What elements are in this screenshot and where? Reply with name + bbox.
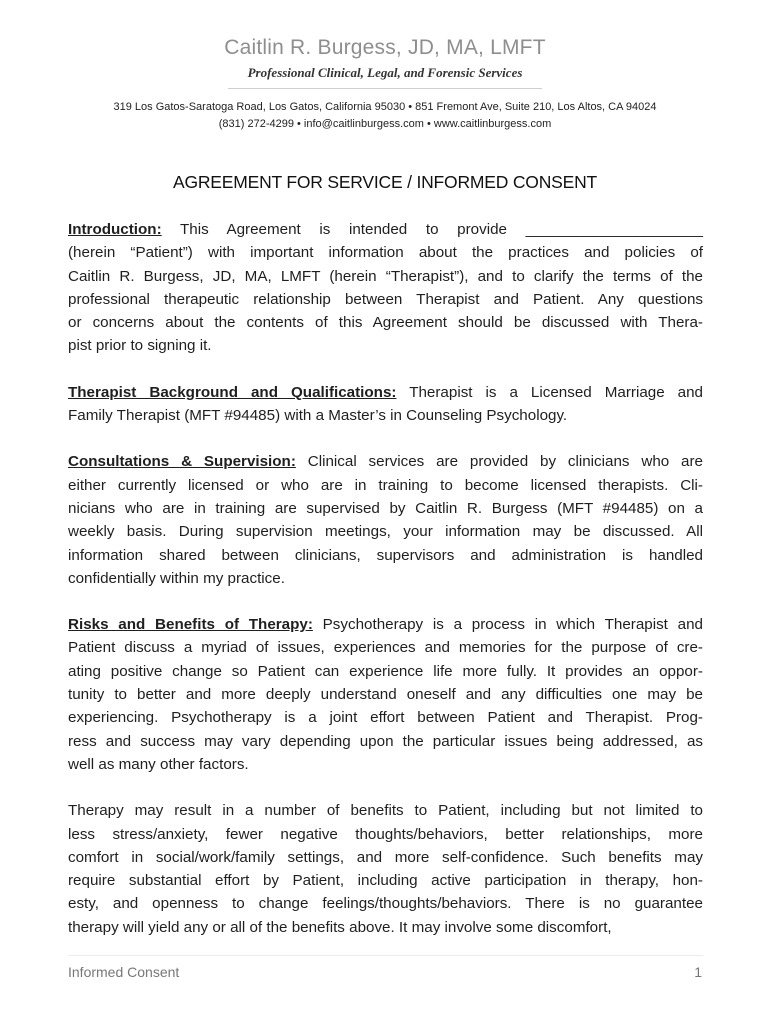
line-text: Therapist is a Licensed Marriage and [396, 383, 704, 401]
paragraph [68, 799, 703, 939]
line-text: Patient discuss a myriad of issues, experiences and memories for the purpose of cre- [68, 639, 703, 657]
paragraph-line [68, 381, 703, 404]
paragraph-line [68, 334, 703, 357]
paragraph-line [68, 450, 703, 473]
paragraph-line [68, 497, 703, 520]
paragraph-line [68, 869, 703, 892]
line-text: tunity to better and more deeply understand oneself and any difficulties one may be [68, 686, 703, 704]
line-text: (herein “Patient”) with important information about the practices and policies of [68, 244, 703, 262]
line-text: professional therapeutic relationship between Therapist and Patient. Any questions [68, 290, 703, 308]
paragraph [68, 381, 703, 428]
document-title: AGREEMENT FOR SERVICE / INFORMED CONSENT [172, 172, 598, 192]
line-text: Clinical services are provided by clinicians who are [295, 453, 704, 471]
section-heading: Introduction: [68, 221, 162, 238]
line-text: Therapy may result in a number of benefits to Patient, including but not limited to [68, 802, 703, 820]
line-text: information shared between clinicians, supervisors and administration is handled [68, 546, 703, 564]
paragraph-line [68, 636, 703, 659]
line-text: Caitlin R. Burgess, JD, MA, LMFT (herein “Therapist”), and to clarify the terms of the [68, 267, 703, 285]
paragraph-line [68, 520, 703, 543]
letterhead-tagline: Professional Clinical, Legal, and Forensic Services [247, 65, 523, 80]
line-text: nicians who are in training are supervised by Caitlin R. Burgess (MFT #94485) on a [68, 499, 703, 517]
paragraph [68, 613, 703, 776]
line-text: experiencing. Psychotherapy is a joint effort between Patient and Therapist. Prog- [68, 709, 703, 727]
line-text: pist prior to signing it. [68, 337, 212, 355]
contact-line: (831) 272-4299 • info@caitlinburgess.com • www.caitlinburgess.com [218, 118, 552, 130]
footer-divider [68, 955, 703, 956]
paragraph-line [68, 730, 703, 753]
paragraph-line [68, 892, 703, 915]
section-heading: Consultations & Supervision: [68, 453, 296, 471]
paragraph-line [68, 311, 703, 334]
footer-label: Informed Consent [68, 964, 180, 980]
line-text: This Agreement is intended to provide _____________________ [161, 221, 703, 238]
paragraph-line [68, 846, 703, 869]
paragraph-line [68, 613, 703, 636]
line-text: ress and success may vary depending upon the particular issues being addressed, as [68, 732, 703, 750]
document-body [68, 218, 703, 962]
paragraph-line [68, 241, 703, 264]
letterhead-divider [228, 88, 542, 89]
paragraph-line [68, 706, 703, 729]
line-text: either currently licensed or who are in training to become licensed therapists. Cli- [68, 476, 703, 494]
paragraph-line [68, 474, 703, 497]
line-text: well as many other factors. [68, 755, 249, 773]
line-text: comfort in social/work/family settings, and more self-confidence. Such benefits may [68, 848, 703, 866]
paragraph-line [68, 753, 703, 776]
paragraph-line [68, 567, 703, 590]
section-heading: Therapist Background and Qualifications: [68, 383, 397, 401]
paragraph-line [68, 916, 703, 939]
paragraph-line [68, 404, 703, 427]
paragraph-line [68, 683, 703, 706]
paragraph-line [68, 544, 703, 567]
line-text: ating positive change so Patient can experience life more fully. It provides an oppor- [68, 662, 703, 680]
paragraph-line [68, 660, 703, 683]
line-text: therapy will yield any or all of the benefits above. It may involve some discomfort, [68, 918, 612, 936]
line-text: Family Therapist (MFT #94485) with a Master’s in Counseling Psychology. [68, 407, 568, 425]
line-text: Psychotherapy is a process in which Therapist and [312, 616, 703, 634]
paragraph-line [68, 265, 703, 288]
paragraph-line [68, 288, 703, 311]
line-text: require substantial effort by Patient, including active participation in therapy, hon- [68, 872, 703, 890]
line-text: esty, and openness to change feelings/thoughts/behaviors. There is no guarantee [68, 895, 703, 913]
line-text: weekly basis. During supervision meetings, your information may be discussed. All [68, 523, 703, 541]
paragraph [68, 450, 703, 590]
page-number: 1 [694, 964, 702, 980]
section-heading: Risks and Benefits of Therapy: [68, 616, 313, 634]
paragraph-line [68, 799, 703, 822]
line-text: confidentially within my practice. [68, 569, 285, 587]
paragraph [68, 218, 703, 358]
line-text: less stress/anxiety, fewer negative thoughts/behaviors, better relationships, more [68, 825, 703, 843]
paragraph-line [68, 823, 703, 846]
paragraph-line [68, 218, 703, 241]
letterhead-name: Caitlin R. Burgess, JD, MA, LMFT [224, 36, 546, 59]
letterhead-contact [0, 99, 770, 133]
line-text: or concerns about the contents of this Agreement should be discussed with Thera- [68, 314, 703, 332]
address-line: 319 Los Gatos-Saratoga Road, Los Gatos, California 95030 • 851 Fremont Ave, Suite 210, Los Altos, CA 94024 [113, 101, 657, 113]
